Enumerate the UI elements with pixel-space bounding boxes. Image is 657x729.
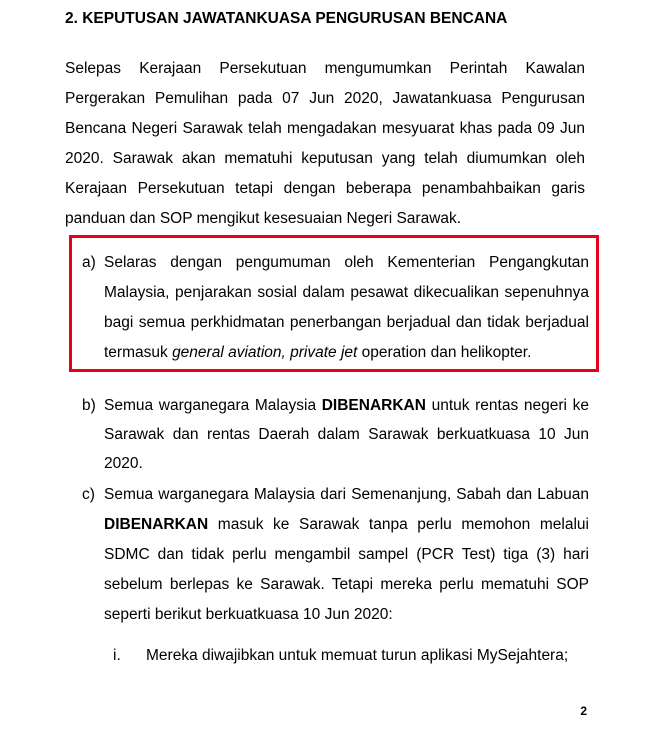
item-bold-text: DIBENARKAN [321, 397, 426, 414]
sub-list-item-i [113, 647, 593, 665]
item-text-start: Semua warganegara Malaysia dari Semenanjung, Sabah dan Labuan [104, 486, 589, 503]
sub-list-marker: i. [113, 647, 121, 664]
item-text-end: operation dan helikopter. [357, 344, 532, 361]
list-item-text [104, 248, 589, 368]
list-marker: b) [82, 397, 96, 414]
section-heading: 2. KEPUTUSAN JAWATANKUASA PENGURUSAN BENCANA [65, 10, 508, 27]
item-text-start: Semua warganegara Malaysia [104, 397, 322, 414]
item-italic-text: general aviation, private jet [172, 344, 358, 361]
list-item-text [104, 391, 589, 478]
page-number: 2 [580, 704, 587, 718]
intro-paragraph: Selepas Kerajaan Persekutuan mengumumkan Perintah Kawalan Pergerakan Pemulihan pada 07 Jun 2020, Jawatankuasa Pengurusan Bencana Negeri Sarawak telah mengadakan mesyuarat khas pada 09 Jun 2020. Sarawak akan mematuhi keputusan yang telah diumumkan oleh Kerajaan Persekutuan tetapi dengan beberapa penambahbaikan garis panduan dan SOP mengikut kesesuaian Negeri Sarawak. [65, 60, 585, 227]
list-marker: a) [82, 254, 96, 271]
item-text-end: untuk rentas negeri ke Sarawak dan rentas Daerah dalam Sarawak berkuatkuasa 10 Jun 2020. [104, 397, 589, 472]
list-item-text [104, 480, 589, 630]
sub-list-item-text: Mereka diwajibkan untuk memuat turun aplikasi MySejahtera; [146, 647, 569, 664]
list-marker: c) [82, 486, 95, 503]
list-item-b [82, 391, 589, 478]
list-item-c [82, 480, 589, 630]
list-item-a [82, 248, 589, 368]
item-text-start: Selaras dengan pengumuman oleh Kementerian Pengangkutan Malaysia, penjarakan sosial dalam pesawat dikecualikan sepenuhnya bagi semua perkhidmatan penerbangan berjadual dan tidak berjadual termasuk [104, 254, 589, 361]
item-bold-text: DIBENARKAN [104, 516, 209, 533]
item-text-end: masuk ke Sarawak tanpa perlu memohon melalui SDMC dan tidak perlu mengambil sampel (PCR Test) tiga (3) hari sebelum berlepas ke Sarawak. Tetapi mereka perlu mematuhi SOP seperti berikut berkuatkuasa 10 Jun 2020: [104, 516, 589, 623]
